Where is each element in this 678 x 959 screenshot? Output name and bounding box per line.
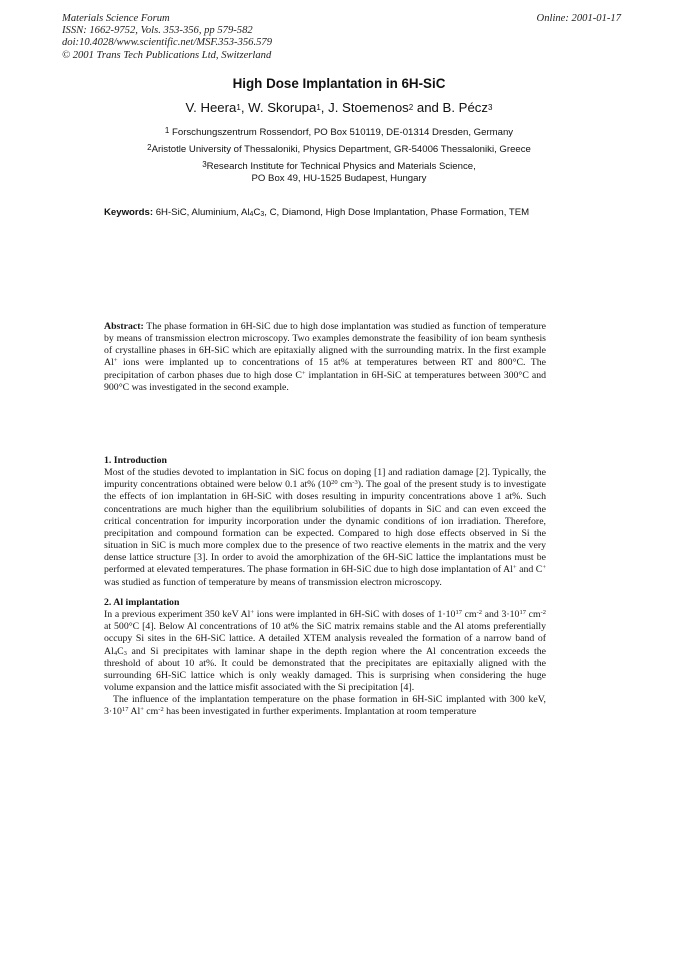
issn-line: ISSN: 1662-9752, Vols. 353-356, pp 579-582	[62, 25, 253, 37]
superscript: +	[542, 564, 546, 572]
body-paragraph	[104, 609, 546, 694]
superscript: +	[113, 357, 118, 365]
superscript: 20	[331, 479, 338, 487]
author-name: W. Skorupa	[248, 100, 317, 115]
author-name: V. Heera	[185, 100, 237, 115]
text-run: In a previous experiment 350 keV Al	[104, 609, 251, 621]
text-run: and C	[516, 564, 543, 576]
abstract-paragraph	[104, 321, 546, 394]
superscript: 17	[519, 609, 526, 617]
text-run: at 500°C [4]. Below Al concentrations of 10 at% the SiC matrix remains stable and the Al atoms preferentially occupy Si sites in the 6H-SiC lattice. A detailed XTEM analysis revealed the formation of a narrow band of Al	[104, 621, 546, 657]
text-run: The phase formation in 6H-SiC due to high dose implantation was studied as function of temperature by means of transmission electron microscopy. Two examples demonstrate the feasibility of ion beam synthesis of crystalline phases in 6H-SiC which are epitaxially aligned with the surrounding matrix. In the first example Al	[104, 321, 546, 369]
superscript: -2	[540, 609, 546, 617]
text-run: has been investigated in further experiments. Implantation at room temperature	[163, 706, 477, 718]
author-separator: ,	[320, 100, 329, 115]
superscript: +	[140, 706, 144, 714]
doi-line: doi:10.4028/www.scientific.net/MSF.353-356.579	[62, 37, 272, 49]
text-run: was studied as function of temperature by means of transmission electron microscopy.	[104, 576, 442, 588]
text-run: and 3·10	[482, 609, 520, 621]
superscript: +	[301, 369, 306, 377]
author-affiliation-mark: 3	[488, 103, 493, 112]
author-list	[0, 100, 678, 115]
journal-name: Materials Science Forum	[62, 13, 170, 24]
affiliation-3	[0, 161, 678, 185]
affiliation-text: Research Institute for Technical Physics and Materials Science,	[206, 161, 476, 172]
text-run: implantation in 6H-SiC at temperatures between 300°C and 900°C was investigated in the second example.	[104, 369, 546, 393]
body-paragraph	[104, 467, 546, 589]
keywords-text: C	[253, 207, 261, 218]
text-run: The influence of the implantation temperature on the phase formation in 6H-SiC implanted with 300 keV, 3·10	[104, 694, 546, 718]
affiliation-1	[0, 127, 678, 139]
superscript: 17	[455, 609, 462, 617]
text-run: Al	[128, 706, 141, 718]
superscript: +	[250, 609, 255, 617]
author-affiliation-mark: 1	[236, 103, 241, 112]
subscript: 4	[113, 649, 118, 657]
superscript: -3	[352, 479, 358, 487]
author-affiliation-mark: 1	[316, 103, 321, 112]
affiliation-2	[0, 144, 678, 156]
author-separator: and	[413, 100, 443, 115]
subscript: 4	[249, 211, 254, 218]
superscript: -2	[476, 609, 482, 617]
affiliation-mark: 2	[147, 143, 152, 152]
author-affiliation-mark: 2	[408, 103, 414, 112]
online-date: Online: 2001-01-17	[536, 13, 621, 24]
text-run: cm	[337, 479, 353, 491]
text-run: Most of the studies devoted to implantation in SiC focus on doping [1] and radiation damage [2]. Typically, the impurity concentrations obtained were below 0.1 at% (10	[104, 467, 546, 491]
paper-title: High Dose Implantation in 6H-SiC	[232, 76, 446, 91]
subscript: 3	[123, 649, 127, 657]
section-heading: 1. Introduction	[104, 455, 167, 466]
text-run: and Si precipitates with laminar shape in the depth region where the Al concentration exceeds the threshold of about 10 at%. It could be demonstrated that the precipitates are epitaxially aligned with the surrounding 6H-SiC lattice which is only weakly damaged. This is surprising when considering the huge volume expansion and the lattice misfit associated with the Si precipitation [4].	[104, 645, 546, 694]
subscript: 3	[260, 211, 265, 218]
publication-metadata	[62, 13, 392, 62]
text-run: ). The goal of the present study is to investigate the effects of ion implantation in 6H-SiC with doses resulting in impurity concentrations above 1 at%. Such concentrations are much higher than the equilibrium solubilities of dopants in SiC and can even exceed the critical concentration for impurity incorporation under the dynamic conditions of ion irradiation. Therefore, precipitation and compound formation can be expected. Compared to high dose effects observed in Si the situation in SiC is much more complex due to the presence of two reactive elements in the matrix and the very dense lattice structure [3]. In order to avoid the amorphization of the 6H-SiC lattice the implantations must be performed at elevated temperatures. The phase formation in 6H-SiC due to high dose implantation of Al	[104, 479, 547, 576]
body-paragraph	[104, 694, 546, 718]
keywords-text: , C, Diamond, High Dose Implantation, Phase Formation, TEM	[264, 207, 530, 218]
text-run: C	[117, 645, 124, 657]
keywords	[104, 207, 544, 221]
keywords-text: 6H-SiC, Aluminium, Al	[153, 207, 250, 218]
superscript: -2	[158, 706, 164, 714]
author-name: J. Stoemenos	[328, 100, 409, 115]
superscript: 17	[121, 706, 129, 714]
keywords-label: Keywords:	[104, 207, 154, 218]
text-run: ions were implanted in 6H-SiC with doses of 1·10	[254, 609, 456, 621]
al-implantation-section	[104, 597, 546, 719]
affiliation-mark: 3	[202, 160, 207, 169]
abstract-label: Abstract:	[104, 321, 144, 332]
affiliation-mark: 1	[164, 126, 170, 135]
section-heading: 2. Al implantation	[104, 597, 180, 608]
abstract	[104, 321, 546, 394]
text-run: cm	[143, 706, 159, 718]
text-run: cm	[461, 609, 477, 621]
text-run: cm	[525, 609, 541, 621]
author-separator: ,	[240, 100, 249, 115]
copyright-line: © 2001 Trans Tech Publications Ltd, Switzerland	[62, 49, 272, 61]
author-name: B. Pécz	[442, 100, 488, 115]
affiliation-text: PO Box 49, HU-1525 Budapest, Hungary	[251, 173, 427, 184]
text-run: ions were implanted up to concentrations of 15 at% at temperatures between RT and 800°C. The precipitation of carbon phases due to high dose C	[104, 357, 546, 381]
introduction-section	[104, 455, 546, 589]
affiliation-text: Forschungszentrum Rossendorf, PO Box 510119, DE-01314 Dresden, Germany	[169, 127, 514, 138]
superscript: +	[512, 564, 517, 572]
affiliation-text: Aristotle University of Thessaloniki, Physics Department, GR-54006 Thessaloniki, Greece	[151, 144, 531, 155]
